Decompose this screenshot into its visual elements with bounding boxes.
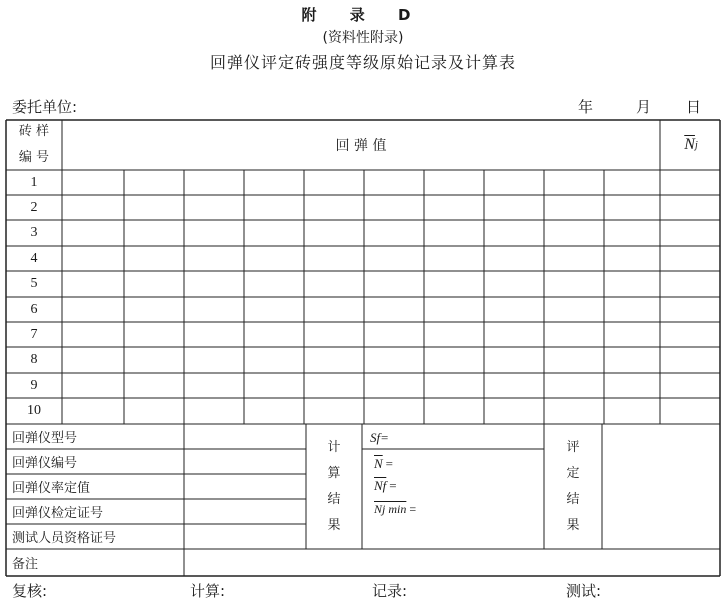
info-label-serial: 回弹仪编号 — [12, 456, 78, 471]
appendix-nature: (资料性附录) — [322, 30, 404, 46]
form-title: 回弹仪评定砖强度等级原始记录及计算表 — [209, 53, 516, 72]
date-year: 年 — [578, 98, 594, 116]
client-label: 委托单位: — [12, 98, 78, 116]
formula-sf: Sf= — [370, 430, 389, 445]
footer-test: 测试: — [566, 582, 602, 600]
rebound-value-header: 回 弹 值 — [335, 138, 387, 154]
footer-review: 复核: — [12, 582, 48, 600]
row-number: 3 — [30, 225, 38, 241]
row-number: 6 — [30, 301, 38, 317]
footer-calc: 计算: — [190, 582, 226, 600]
remarks-label: 备注 — [12, 557, 39, 572]
eval-result-label: 评 定 结 果 — [566, 439, 580, 533]
date-day: 日 — [686, 98, 702, 116]
calc-result-label: 计 算 结 果 — [327, 439, 341, 533]
info-label-tester-cert: 测试人员资格证号 — [12, 531, 117, 546]
row-number: 4 — [30, 250, 38, 266]
formula-nf: $\overline{Nf}$ = — [374, 478, 397, 493]
mean-header: $\overline{N}$ j — [684, 136, 698, 153]
appendix-title: 附 录 D — [301, 6, 425, 24]
row-number: 7 — [30, 326, 38, 342]
sample-id-header: 砖 样 编 号 — [18, 124, 50, 165]
info-label-model: 回弹仪型号 — [12, 431, 78, 446]
row-number: 1 — [30, 174, 38, 190]
info-label-certificate: 回弹仪检定证号 — [12, 506, 104, 521]
row-number: 8 — [30, 352, 38, 368]
formula-njmin: Nj min = — [374, 502, 417, 516]
info-label-calibration: 回弹仪率定值 — [12, 481, 91, 496]
date-month: 月 — [636, 98, 652, 116]
formula-n: $\overline{N}$ = — [374, 456, 394, 471]
row-number: 5 — [30, 276, 38, 292]
footer-record: 记录: — [372, 582, 408, 600]
row-number: 10 — [27, 403, 41, 419]
row-number: 9 — [30, 377, 38, 393]
row-number: 2 — [30, 199, 38, 215]
